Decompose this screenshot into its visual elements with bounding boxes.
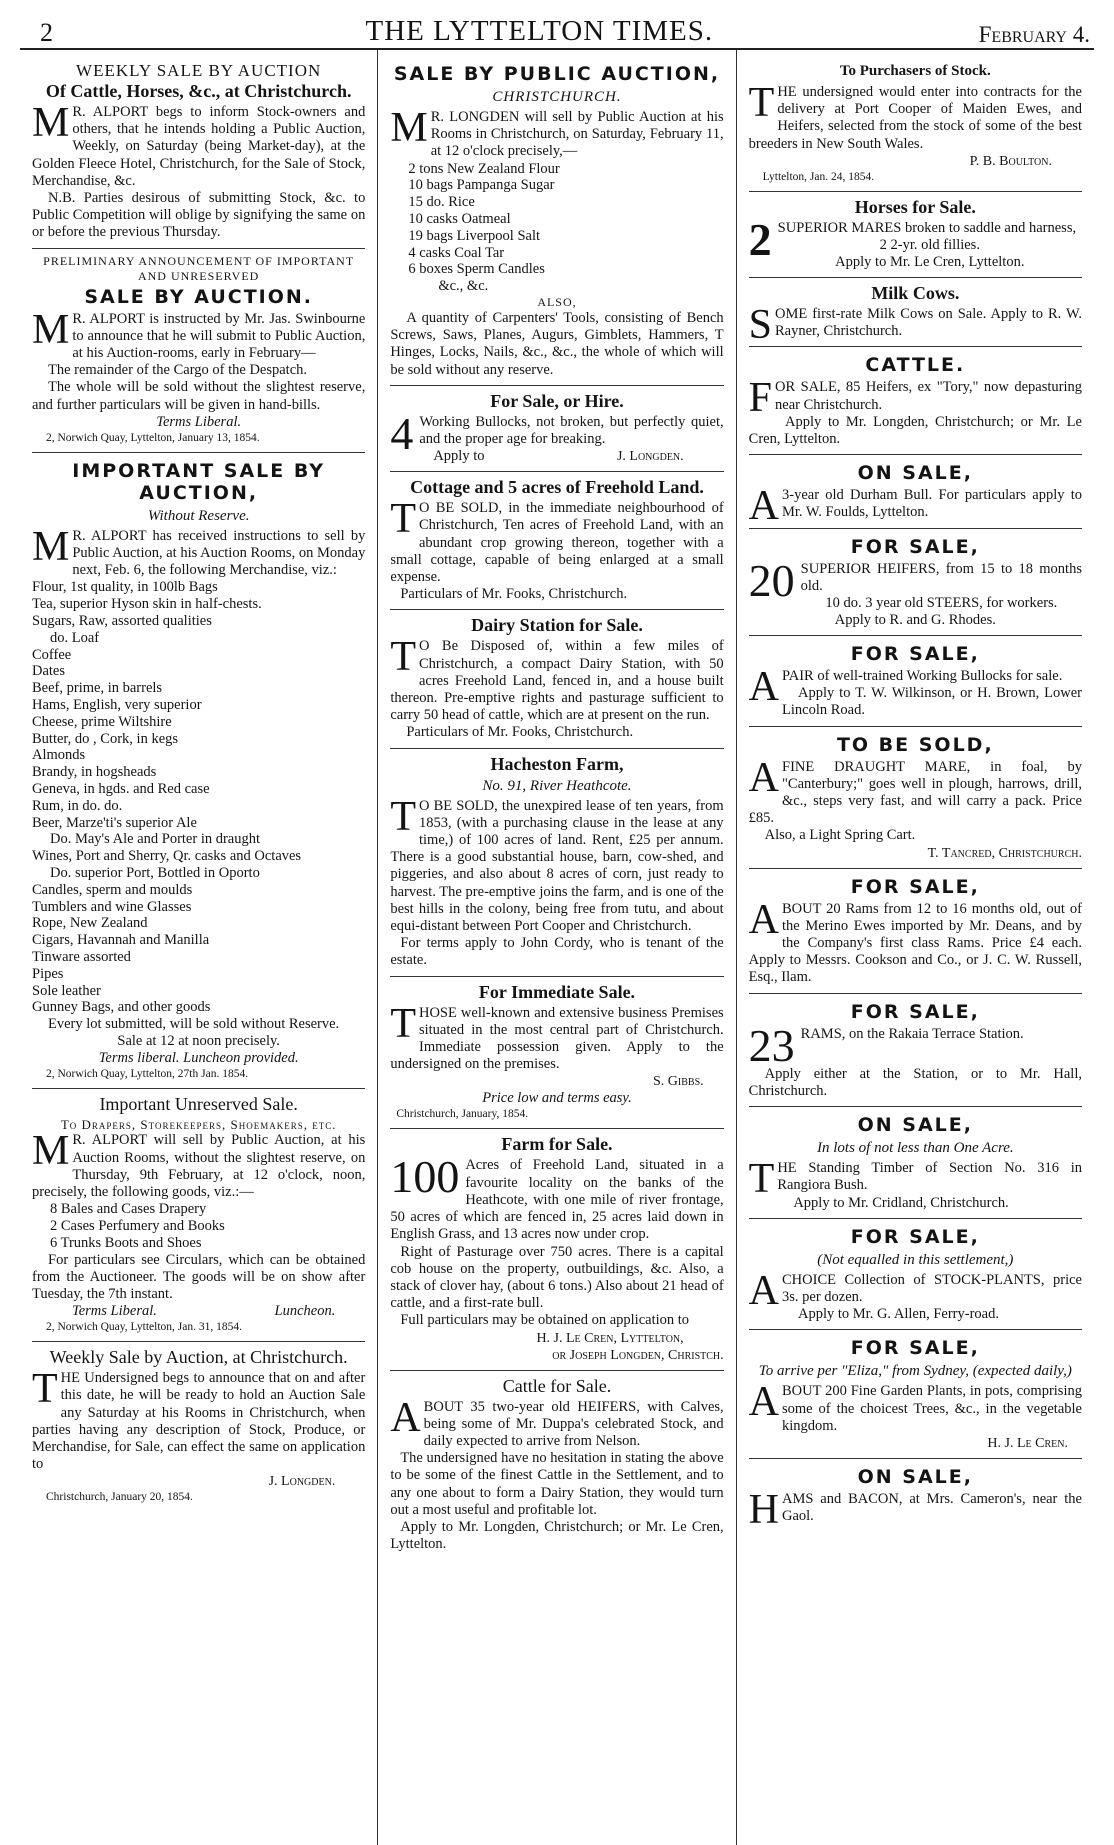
ad-immediate-sale bbox=[390, 977, 723, 1130]
ad-dated: Christchurch, January, 1854. bbox=[396, 1108, 529, 1121]
list-item: 15 do. Rice bbox=[408, 194, 475, 211]
ad-body-2: 2 2-yr. old fillies. bbox=[879, 237, 980, 254]
ad-body: THE Undersigned begs to announce that on and after this date, he will be ready to hold an Auction Sale any Saturday at his Rooms in Christchurch, when parties having any description of Stock, Produce, or Merchandise, for Sale, can effect the same on application to bbox=[32, 1366, 366, 1473]
ad-terms: Terms Liberal. bbox=[156, 413, 242, 430]
ad-sale-public-auction bbox=[390, 56, 723, 386]
ad-heading: CATTLE. bbox=[865, 354, 966, 377]
list-item: Hams, English, very superior bbox=[32, 697, 202, 714]
ad-body-2: Apply to T. W. Wilkinson, or H. Brown, Lower Lincoln Road. bbox=[782, 685, 1082, 719]
ad-heading: Weekly Sale by Auction, at Christchurch. bbox=[49, 1347, 348, 1368]
ad-body-2: Apply to Mr. Longden, Christchurch; or Mr. Le Cren, Lyttelton. bbox=[748, 413, 1082, 448]
ad-heading: Milk Cows. bbox=[871, 283, 960, 304]
ad-body-2: For particulars see Circulars, which can be obtained from the Auctioneer. The goods will be on show after Tuesday, the 7th instant. bbox=[32, 1251, 366, 1302]
ad-subheading: To Drapers, Storekeepers, Shoemakers, etc. bbox=[60, 1117, 337, 1133]
list-item: Rope, New Zealand bbox=[32, 915, 148, 932]
ad-purchasers-of-stock bbox=[749, 56, 1082, 192]
list-item: Gunney Bags, and other goods bbox=[32, 999, 211, 1016]
ad-heading: FOR SALE, bbox=[850, 643, 980, 666]
masthead bbox=[20, 14, 1094, 50]
ad-cottage-freehold bbox=[390, 472, 723, 610]
ad-dated: 2, Norwich Quay, Lyttelton, Jan. 31, 1854. bbox=[46, 1321, 243, 1334]
ad-farm-for-sale bbox=[390, 1129, 723, 1370]
ad-subheading: CHRISTCHURCH. bbox=[492, 89, 622, 105]
ad-standing-timber bbox=[749, 1107, 1082, 1219]
ad-body: THE undersigned would enter into contracts for the delivery at Port Cooper of Maiden Ewes, and Heifers, selected from the stock of some of the best breeders in New South Wales. bbox=[748, 80, 1082, 152]
ad-heading: FOR SALE, bbox=[850, 1000, 980, 1023]
ad-body: ABOUT 200 Fine Garden Plants, in pots, comprising some of the choicest Trees, &c., in the vegetable kingdom. bbox=[748, 1379, 1082, 1434]
ad-body-2: Every lot submitted, will be sold without Reserve. bbox=[48, 1016, 340, 1033]
list-item: 8 Bales and Cases Drapery bbox=[50, 1201, 207, 1218]
list-item: do. Loaf bbox=[50, 629, 100, 646]
ad-number: 2 bbox=[748, 213, 772, 265]
ad-body-3: Full particulars may be obtained on application to bbox=[400, 1312, 690, 1329]
ad-heading: Cattle for Sale. bbox=[502, 1375, 612, 1396]
ad-body-2: The remainder of the Cargo of the Despatch. bbox=[48, 362, 308, 379]
ad-number: 20 bbox=[748, 554, 795, 606]
ad-heading: SALE BY AUCTION. bbox=[84, 285, 314, 308]
ad-number: 23 bbox=[748, 1019, 795, 1071]
ad-note: Price low and terms easy. bbox=[482, 1090, 632, 1107]
ad-signature: T. Tancred, Christchurch. bbox=[927, 845, 1082, 861]
merchandise-list bbox=[32, 579, 365, 1016]
ad-body-2: Particulars of Mr. Fooks, Christchurch. bbox=[400, 586, 628, 603]
ad-luncheon: Luncheon. bbox=[274, 1303, 336, 1320]
ad-heading: ON SALE, bbox=[857, 462, 973, 485]
ad-body-2: Apply to Mr. G. Allen, Ferry-road. bbox=[798, 1306, 999, 1323]
ad-subheading: Of Cattle, Horses, &c., at Christchurch. bbox=[45, 81, 352, 101]
ad-heading: FOR SALE, bbox=[850, 1337, 980, 1360]
ad-bullocks-sale-hire bbox=[390, 386, 723, 472]
ad-apply-row bbox=[419, 448, 723, 465]
ad-unreserved-sale bbox=[32, 1089, 365, 1342]
list-item: Candles, sperm and moulds bbox=[32, 881, 193, 898]
ad-time: Sale at 12 at noon precisely. bbox=[117, 1033, 280, 1050]
list-item: Almonds bbox=[32, 747, 86, 764]
ad-heading: FOR SALE, bbox=[850, 535, 980, 558]
ad-signature: J. Longden. bbox=[616, 449, 684, 465]
list-item: Pipes bbox=[32, 965, 64, 982]
ad-body: AFINE DRAUGHT MARE, in foal, by "Canterbury;" goes well in plough, harrows, drill, &c., steps very fast, and will carry a pack. Price £85. bbox=[748, 754, 1082, 827]
list-item: Sole leather bbox=[32, 982, 101, 999]
page-number: 2 bbox=[40, 18, 53, 47]
list-item: Do. May's Ale and Porter in draught bbox=[50, 831, 261, 848]
ad-dairy-station bbox=[390, 610, 723, 748]
ad-dated: 2, Norwich Quay, Lyttelton, 27th Jan. 1854. bbox=[46, 1068, 249, 1081]
list-item: Butter, do , Cork, in kegs bbox=[32, 730, 179, 747]
list-item: Coffee bbox=[32, 646, 72, 663]
ad-heading: FOR SALE, bbox=[850, 875, 980, 898]
ad-heading: TO BE SOLD, bbox=[836, 733, 994, 756]
ad-body bbox=[748, 1019, 1082, 1071]
ad-body-3: Apply to Mr. Longden, Christchurch; or Mr. Le Cren, Lyttelton. bbox=[390, 1518, 724, 1553]
ad-subheading: To arrive per "Eliza," from Sydney, (expected daily,) bbox=[758, 1363, 1072, 1380]
list-item: Cigars, Havannah and Manilla bbox=[32, 932, 210, 949]
issue-date: February 4. bbox=[978, 22, 1090, 47]
ad-cattle bbox=[749, 347, 1082, 455]
ad-weekly-sale-christchurch bbox=[32, 1342, 365, 1511]
ad-body: MR. ALPORT is instructed by Mr. Jas. Swinbourne to announce that he will submit to Public Auction, at his Auction-rooms, early in February— bbox=[32, 306, 366, 362]
ad-rams bbox=[749, 869, 1082, 994]
ad-apply: Apply to Mr. Le Cren, Lyttelton. bbox=[835, 254, 1025, 271]
ad-body: APAIR of well-trained Working Bullocks for sale. bbox=[748, 664, 1063, 711]
ad-subheading: Without Reserve. bbox=[147, 507, 250, 524]
ad-signature-2: or Joseph Longden, Christch. bbox=[552, 1347, 724, 1363]
ad-subheading: (Not equalled in this settlement,) bbox=[817, 1251, 1014, 1268]
list-item: Dates bbox=[32, 663, 66, 680]
ad-body: ACHOICE Collection of STOCK-PLANTS, price 3s. per dozen. bbox=[748, 1267, 1082, 1314]
ad-apply: Apply to bbox=[433, 448, 485, 465]
ad-body-text: Acres of Freehold Land, situated in a favourite locality on the banks of the Heathcote, with one mile of river frontage, 50 acres of which are fenced in, 25 acres laid down in English Grass, and 13 acres now under crop. bbox=[390, 1157, 724, 1243]
ad-number: 100 bbox=[390, 1151, 460, 1203]
column-3 bbox=[736, 50, 1094, 1845]
ad-horses-for-sale bbox=[749, 192, 1082, 278]
list-item: 4 casks Coal Tar bbox=[408, 244, 505, 261]
ad-stock-plants bbox=[749, 1219, 1082, 1331]
list-item: Flour, 1st quality, in 100lb Bags bbox=[32, 579, 218, 596]
ad-important-sale bbox=[32, 453, 365, 1090]
ad-body: THE Standing Timber of Section No. 316 in Rangiora Bush. bbox=[748, 1156, 1082, 1203]
ad-body-2: Particulars of Mr. Fooks, Christchurch. bbox=[406, 724, 634, 741]
ad-signature: S. Gibbs. bbox=[653, 1074, 704, 1090]
ad-weekly-sale-cattle bbox=[32, 56, 365, 249]
ad-number: 4 bbox=[390, 407, 414, 459]
ad-terms: Terms Liberal. bbox=[72, 1303, 157, 1320]
list-item: Cheese, prime Wiltshire bbox=[32, 713, 172, 730]
ad-body: ABOUT 20 Rams from 12 to 16 months old, out of the Merino Ewes imported by Mr. Deans, and by the Company's first class Rams. Price £4 each. Apply to Messrs. Cookson and Co., or J. C. W. Russell, Esq., Ilam. bbox=[748, 896, 1082, 986]
ad-body-text: SUPERIOR MARES broken to saddle and harness, bbox=[777, 219, 1077, 236]
ad-body: MR. ALPORT will sell by Public Auction, at his Auction Rooms, without the slightest reserve, on Thursday, 9th February, at 12 o'clock, noon, precisely, the following goods, viz.:— bbox=[32, 1128, 366, 1200]
list-item: 6 boxes Sperm Candles bbox=[408, 261, 545, 278]
ad-heading: SALE BY PUBLIC AUCTION, bbox=[393, 63, 721, 85]
ad-heading: ON SALE, bbox=[857, 1114, 973, 1137]
list-item: 10 casks Oatmeal bbox=[408, 211, 511, 227]
ad-dated: 2, Norwich Quay, Lyttelton, January 13, 1854. bbox=[46, 431, 260, 444]
ad-dated: Lyttelton, Jan. 24, 1854. bbox=[762, 170, 875, 183]
newspaper-title: THE LYTTELTON TIMES. bbox=[365, 15, 714, 47]
ad-body: MR. ALPORT begs to inform Stock-owners and others, that he intends holding a Public Auction, Weekly, on Saturday (being Market-day), at the Golden Fleece Hotel, Christchurch, for the Sale of Stock, Merchandise, &c. bbox=[32, 100, 366, 189]
ad-terms: Terms liberal. Luncheon provided. bbox=[98, 1050, 299, 1067]
list-item: Tumblers and wine Glasses bbox=[32, 898, 192, 915]
ad-heading: Horses for Sale. bbox=[854, 196, 976, 217]
ad-body: SOME first-rate Milk Cows on Sale. Apply to R. W. Rayner, Christchurch. bbox=[748, 302, 1082, 349]
ad-body: TO BE SOLD, the unexpired lease of ten years, from 1853, (with a purchasing clause in the lease at any time,) of 100 acres of land. Rent, £25 per annum. There is a good substantial house, barn, cow-shed, and piggeries, and also about 8 acres of corn, just ready to harvest. The pre-emptive joins the farm, and is one of the best hills in the colony, being free from tutu, and about equi-distant between Port Cooper and Christchurch. bbox=[390, 793, 724, 935]
ad-body: MR. LONGDEN will sell by Public Auction at his Rooms in Christchurch, on Saturday, February 11, at 12 o'clock precisely,— bbox=[390, 105, 724, 160]
ad-milk-cows bbox=[749, 278, 1082, 347]
list-item: 2 Cases Perfumery and Books bbox=[50, 1217, 225, 1234]
list-item: 19 bags Liverpool Salt bbox=[408, 227, 541, 244]
ad-body-3: The whole will be sold without the slightest reserve, and further particulars will be given in hand-bills. bbox=[32, 379, 366, 413]
column-1 bbox=[20, 50, 377, 1845]
ad-heading: Hacheston Farm, bbox=[490, 753, 624, 774]
ad-cattle-for-sale bbox=[390, 1371, 723, 1560]
list-item: 2 tons New Zealand Flour bbox=[408, 160, 560, 177]
ad-body-2: Apply either at the Station, or to Mr. Hall, Christchurch. bbox=[748, 1065, 1082, 1099]
ad-body: TO Be Disposed of, within a few miles of Christchurch, a compact Dairy Station, with 50 acres Freehold Land, fenced in, and a house built thereon. Pre-emptive rights and pasturage sufficient to carry 50 head of cattle, which are at present on the run. bbox=[390, 634, 724, 724]
list-item: Brandy, in hogsheads bbox=[32, 764, 157, 781]
list-item: 6 Trunks Boots and Shoes bbox=[50, 1234, 202, 1251]
ad-heading: For Sale, or Hire. bbox=[490, 390, 624, 411]
ad-body: TO BE SOLD, in the immediate neighbourhood of Christchurch, Ten acres of Freehold Land, with an abundant crop growing thereon, together with a small cottage, capable of being enlarged at a small expense. bbox=[390, 496, 724, 586]
ad-body bbox=[390, 1151, 724, 1243]
ad-apply: Apply to R. and G. Rhodes. bbox=[834, 612, 996, 629]
ad-signature: P. B. Boulton. bbox=[969, 153, 1052, 169]
ad-body-2: A quantity of Carpenters' Tools, consisting of Bench Screws, Saws, Planes, Augurs, Gimblets, Hammers, T Hinges, Locks, Nails, &c., &c., the whole of which will be sold without any reserve. bbox=[390, 309, 724, 378]
ad-heading: Important Unreserved Sale. bbox=[99, 1094, 298, 1115]
ad-heading: Dairy Station for Sale. bbox=[471, 615, 643, 636]
ad-heading: To Purchasers of Stock. bbox=[839, 63, 991, 79]
ad-body-text: RAMS, on the Rakaia Terrace Station. bbox=[800, 1025, 1024, 1042]
ad-heading: Cottage and 5 acres of Freehold Land. bbox=[410, 477, 704, 498]
ad-signature-1: H. J. Le Cren, Lyttelton, bbox=[536, 1330, 684, 1346]
ad-body-2: The undersigned have no hesitation in stating the above to be some of the finest Cattle in the Settlement, and to any one about to form a Dairy Station, they would turn out a most useful and profitable lot. bbox=[390, 1450, 724, 1518]
list-item: Beer, Marze'ti's superior Ale bbox=[32, 814, 197, 831]
ad-body-2: Also, a Light Spring Cart. bbox=[764, 827, 916, 844]
ad-heading: ON SALE, bbox=[857, 1465, 973, 1488]
column-2 bbox=[377, 50, 735, 1845]
ad-dated: Christchurch, January 20, 1854. bbox=[46, 1491, 193, 1504]
ad-body: HAMS and BACON, at Mrs. Cameron's, near the Gaol. bbox=[748, 1486, 1082, 1533]
list-item: Tea, superior Hyson skin in half-chests. bbox=[32, 596, 262, 613]
ad-body-text: Working Bullocks, not broken, but perfectly quiet, and the proper age for breaking. bbox=[419, 413, 724, 447]
list-item: Do. superior Port, Bottled in Oporto bbox=[50, 865, 260, 881]
ad-also: ALSO, bbox=[537, 294, 577, 309]
ad-subheading: In lots of not less than One Acre. bbox=[816, 1140, 1014, 1157]
ad-preliminary-sale bbox=[32, 249, 365, 453]
ad-body-2: 10 do. 3 year old STEERS, for workers. bbox=[825, 595, 1058, 612]
ad-body: MR. ALPORT has received instructions to sell by Public Auction, at his Auction Rooms, on Monday next, Feb. 6, the following Merchandise, viz.: bbox=[32, 523, 366, 579]
list-item: &c., &c. bbox=[438, 278, 489, 295]
ad-preheading: PRELIMINARY ANNOUNCEMENT OF IMPORTANT AND UNRESERVED bbox=[43, 253, 355, 283]
ad-hacheston-farm bbox=[390, 749, 723, 977]
list-item: Wines, Port and Sherry, Qr. casks and Octaves bbox=[32, 848, 302, 865]
ad-working-bullocks bbox=[749, 636, 1082, 727]
list-item: Sugars, Raw, assorted qualities bbox=[32, 613, 212, 630]
ad-heading: For Immediate Sale. bbox=[478, 981, 636, 1002]
ad-body-2: For terms apply to John Cordy, who is tenant of the estate. bbox=[390, 935, 724, 969]
list-item: Beef, prime, in barrels bbox=[32, 680, 163, 697]
ad-signature: H. J. Le Cren. bbox=[987, 1435, 1068, 1451]
columns bbox=[20, 50, 1094, 1845]
ad-body: THOSE well-known and extensive business Premises situated in the most central part of Christchurch. Immediate possession given. Apply to the undersigned on the premises. bbox=[390, 1000, 724, 1073]
ad-body: ABOUT 35 two-year old HEIFERS, with Calves, being some of Mr. Duppa's celebrated Stock, and daily expected to arrive from Nelson. bbox=[390, 1394, 724, 1449]
ad-body-2: Right of Pasturage over 750 acres. There is a capital cob house on the property, outbuildings, &c. Also, a stack of clover hay, (about 6 tons.) Also about 21 head of cattle, and a first-rate bull. bbox=[390, 1243, 724, 1312]
goods-list bbox=[390, 161, 723, 295]
ad-durham-bull bbox=[749, 455, 1082, 528]
goods-list bbox=[32, 1201, 365, 1251]
ad-draught-mare bbox=[749, 727, 1082, 869]
list-item: Tinware assorted bbox=[32, 948, 131, 965]
ad-signature: J. Longden. bbox=[268, 1474, 336, 1490]
ad-rakaia-rams bbox=[749, 994, 1082, 1107]
ad-body-text: SUPERIOR HEIFERS, from 15 to 18 months old. bbox=[800, 560, 1082, 594]
ad-subheading: No. 91, River Heathcote. bbox=[482, 777, 632, 794]
ad-hams-bacon bbox=[749, 1459, 1082, 1531]
ad-heading: WEEKLY SALE BY AUCTION bbox=[76, 61, 322, 80]
list-item: Rum, in do. do. bbox=[32, 797, 123, 814]
ad-note: N.B. Parties desirous of submitting Stock, &c. to Public Competition will oblige by signifying the same on or before the previous Thursday. bbox=[32, 190, 366, 241]
ad-body: A3-year old Durham Bull. For particulars apply to Mr. W. Foulds, Lyttelton. bbox=[748, 483, 1082, 530]
ad-terms-row bbox=[32, 1303, 365, 1320]
list-item: Geneva, in hgds. and Red case bbox=[32, 781, 210, 798]
ad-body-2: Apply to Mr. Cridland, Christchurch. bbox=[793, 1194, 1009, 1211]
ad-garden-plants bbox=[749, 1330, 1082, 1459]
ad-heading: IMPORTANT SALE BY AUCTION, bbox=[72, 459, 326, 504]
ad-body: FOR SALE, 85 Heifers, ex "Tory," now depasturing near Christchurch. bbox=[748, 375, 1082, 422]
ad-heading: Farm for Sale. bbox=[501, 1134, 613, 1155]
ad-heading: FOR SALE, bbox=[850, 1225, 980, 1248]
ad-superior-heifers bbox=[749, 529, 1082, 636]
list-item: 10 bags Pampanga Sugar bbox=[408, 177, 555, 194]
